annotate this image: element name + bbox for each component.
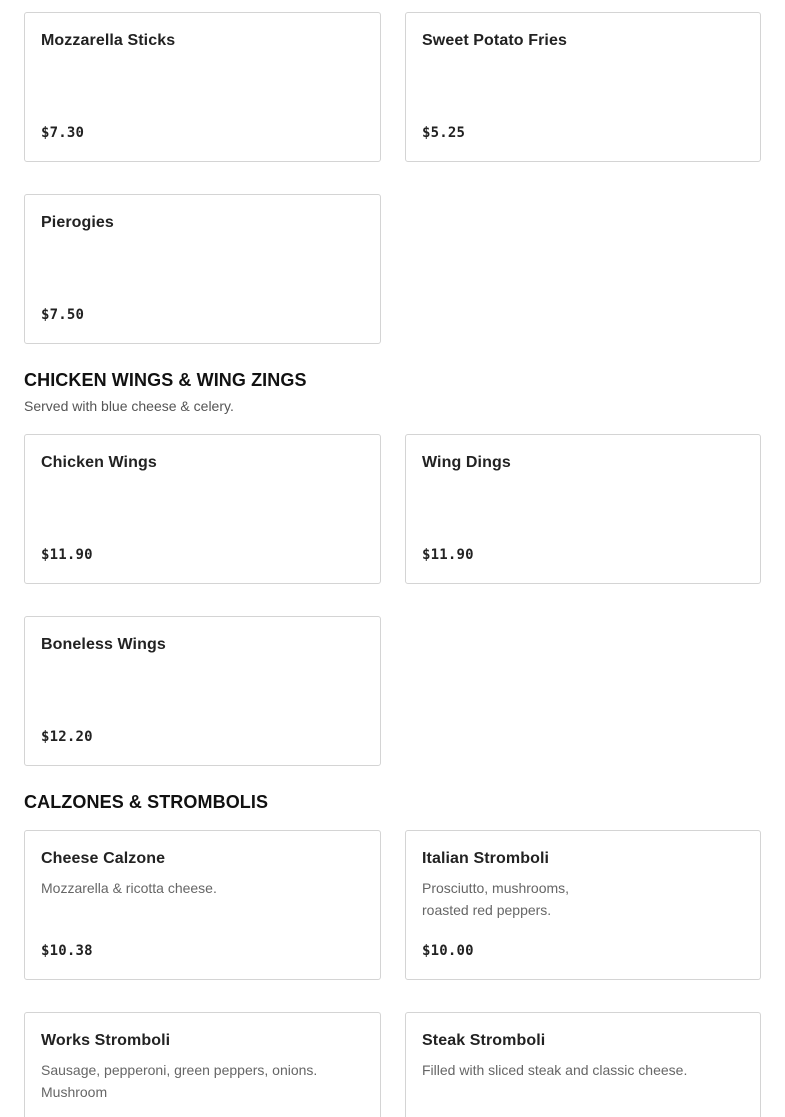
- menu-item-name: Sweet Potato Fries: [422, 32, 567, 49]
- section-subtitle: Served with blue cheese & celery.: [24, 398, 234, 414]
- menu-item-name: Steak Stromboli: [422, 1032, 546, 1049]
- menu-item-card[interactable]: [24, 434, 381, 584]
- menu-item-description: Sausage, pepperoni, green peppers, onions. Mushroom: [41, 1062, 318, 1100]
- menu-item-card[interactable]: [405, 434, 761, 584]
- menu-item-description: Prosciutto, mushrooms, roasted red peppers.: [422, 880, 570, 918]
- menu-item-price: $7.30: [41, 125, 85, 141]
- menu-item-price: $10.38: [41, 943, 93, 959]
- menu-item-price: $11.90: [422, 547, 474, 563]
- menu-item-name: Italian Stromboli: [422, 850, 550, 867]
- menu-item-card[interactable]: [405, 1012, 761, 1117]
- menu-item-name: Mozzarella Sticks: [41, 32, 176, 49]
- menu-item-price: $5.25: [422, 125, 466, 141]
- menu-item-price: $10.00: [422, 943, 474, 959]
- menu-item-card[interactable]: [405, 12, 761, 162]
- menu-item-name: Cheese Calzone: [41, 850, 166, 867]
- menu-item-name: Pierogies: [41, 214, 114, 231]
- menu-item-description: Filled with sliced steak and classic cheese.: [422, 1062, 688, 1078]
- menu-item-card[interactable]: [24, 616, 381, 766]
- menu-item-card[interactable]: [24, 830, 381, 980]
- menu-item-price: $11.90: [41, 547, 93, 563]
- menu-item-name: Boneless Wings: [41, 636, 166, 653]
- menu-item-card[interactable]: [405, 830, 761, 980]
- menu-item-card[interactable]: [24, 12, 381, 162]
- menu-item-card[interactable]: [24, 194, 381, 344]
- section-title: CHICKEN WINGS & WING ZINGS: [24, 370, 307, 390]
- menu-item-description: Mozzarella & ricotta cheese.: [41, 880, 217, 896]
- menu-item-name: Wing Dings: [422, 454, 511, 471]
- menu-item-name: Chicken Wings: [41, 454, 157, 471]
- menu-item-price: $7.50: [41, 307, 85, 323]
- menu-item-price: $12.20: [41, 729, 93, 745]
- section-title: CALZONES & STROMBOLIS: [24, 792, 269, 812]
- menu-item-card[interactable]: [24, 1012, 381, 1117]
- menu-item-name: Works Stromboli: [41, 1032, 171, 1049]
